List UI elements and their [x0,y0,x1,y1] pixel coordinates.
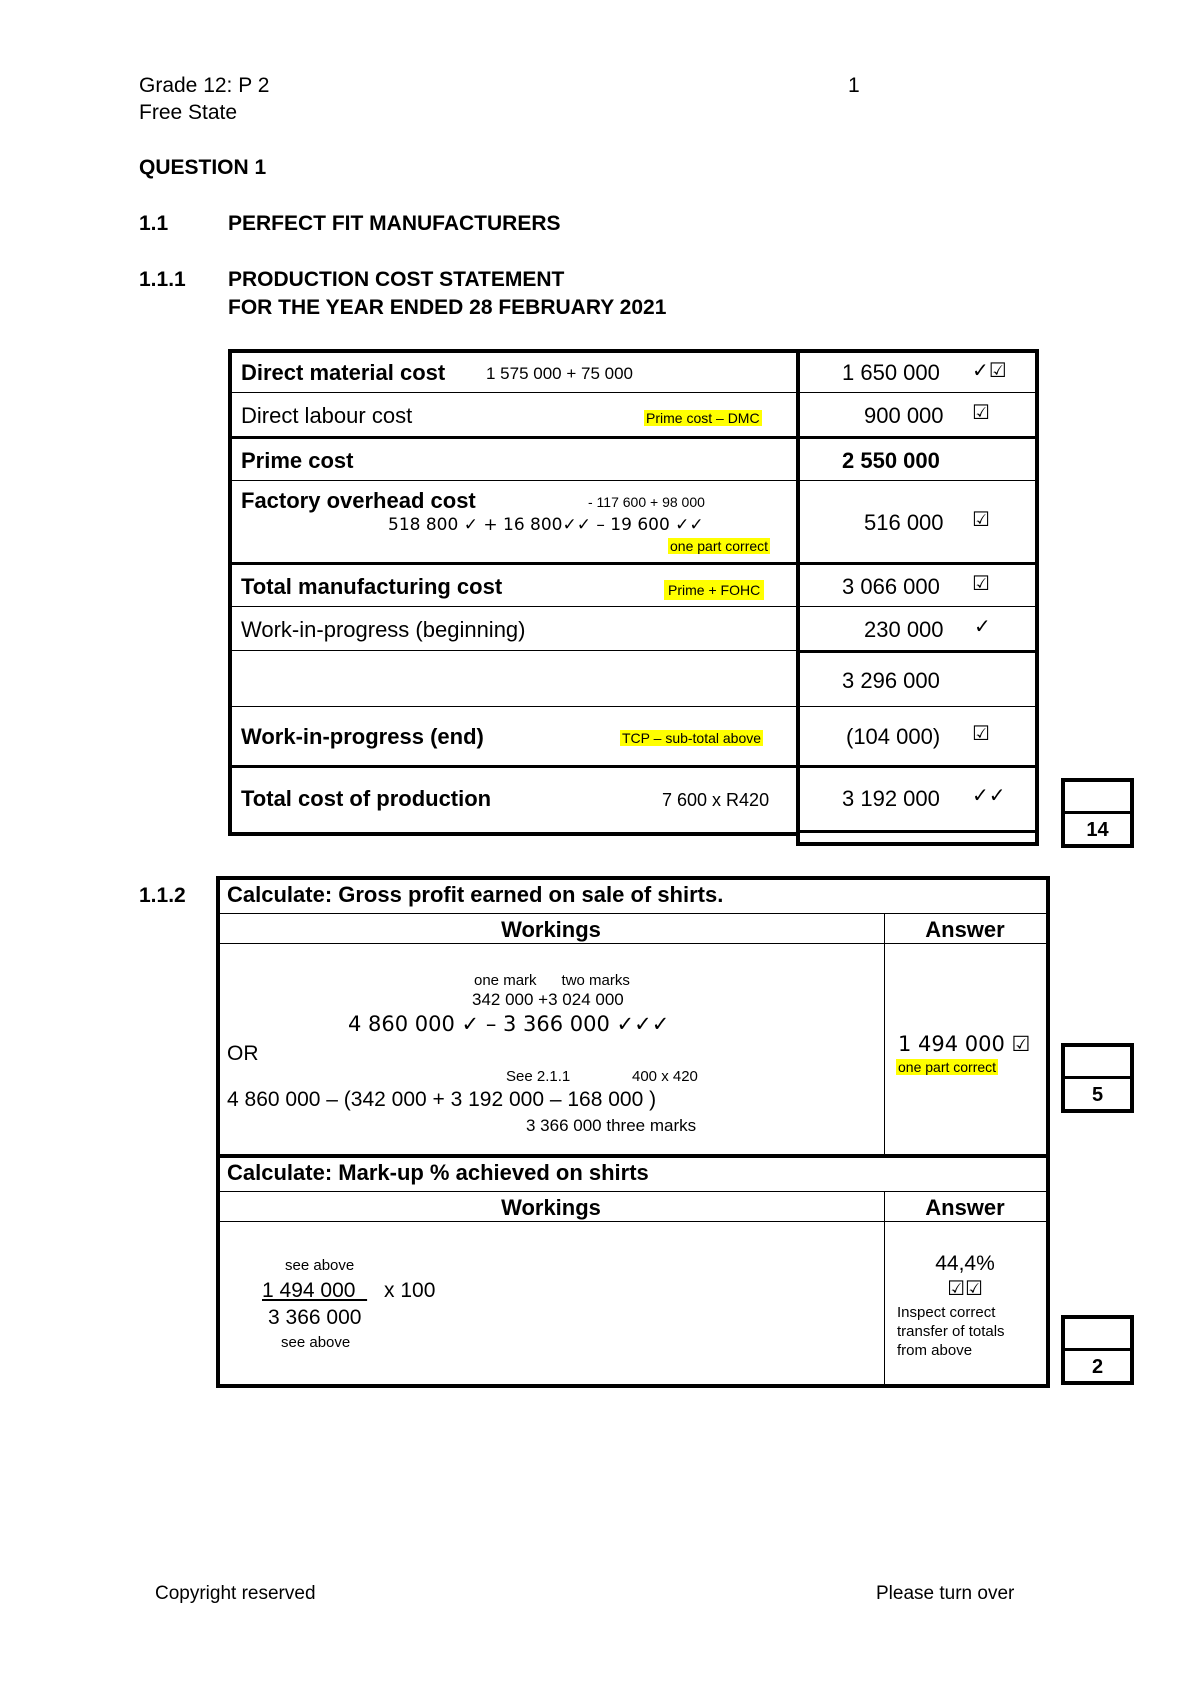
score-gross-profit: 5 [1091,1084,1104,1106]
markup-numerator: 1 494 000 [262,1279,368,1302]
row-wip-beginning-marks: ✓ [974,614,991,638]
row-factory-overhead-marks: ☑ [972,507,990,531]
row-total-cost-production-label: Total cost of production [241,786,492,811]
gross-profit-working-line4: 3 366 000 three marks [526,1116,697,1135]
gross-profit-title: Calculate: Gross profit earned on sale of shirts. [227,882,724,907]
gross-profit-see-ref: See 2.1.1 [506,1068,571,1085]
row-factory-overhead-highlight: one part correct [670,538,769,554]
row-total-cost-production-marks: ✓✓ [972,783,1006,807]
question-title: QUESTION 1 [139,156,267,179]
row-direct-material-marks: ✓☑ [972,358,1007,382]
section-1-1-1-subtitle: FOR THE YEAR ENDED 28 FEBRUARY 2021 [228,296,667,319]
section-1-1-1-number: 1.1.1 [139,268,186,291]
gross-profit-answer-header: Answer [925,917,1005,942]
section-1-1-1-title: PRODUCTION COST STATEMENT [228,268,565,291]
row-direct-labour-highlight: Prime cost – DMC [646,410,760,426]
row-wip-end-label: Work-in-progress (end) [241,724,484,749]
section-1-1-2-number: 1.1.2 [139,884,186,907]
header-grade: Grade 12: P 2 [139,74,270,97]
row-factory-overhead-note1: - 117 600 + 98 000 [588,494,705,510]
markup-workings-header: Workings [501,1195,601,1220]
row-direct-material-note: 1 575 000 + 75 000 [486,364,633,383]
score-1-1-1: 14 [1086,819,1109,841]
markup-title: Calculate: Mark-up % achieved on shirts [227,1160,649,1185]
markup-answer-marks: ☑☑ [947,1276,983,1300]
markup-note-3: from above [897,1342,973,1359]
row-wip-beginning-label: Work-in-progress (beginning) [241,617,526,642]
row-total-manufacturing-marks: ☑ [972,571,990,595]
row-total-manufacturing-highlight: Prime + FOHC [664,580,764,600]
row-factory-overhead-label: Factory overhead cost [241,488,476,513]
row-prime-cost-label: Prime cost [241,448,354,473]
row-direct-labour-amount: 900 000 [864,403,944,428]
gross-profit-answer-highlight: one part correct [898,1059,997,1075]
section-1-1-number: 1.1 [139,212,169,235]
markup-answer: 44,4% [935,1252,995,1275]
gross-profit-calc-note: 400 x 420 [632,1068,698,1085]
row-total-manufacturing-amount: 3 066 000 [842,574,940,599]
row-direct-material-label: Direct material cost [241,360,446,385]
row-wip-beginning-amount: 230 000 [864,617,944,642]
markup-times: x 100 [384,1279,436,1302]
row-factory-overhead-amount: 516 000 [864,510,944,535]
markup-note-2: transfer of totals [897,1323,1005,1340]
markup-see-above-top: see above [285,1257,355,1274]
row-prime-cost-amount: 2 550 000 [842,448,940,473]
markup-answer-header: Answer [925,1195,1005,1220]
gross-profit-workings-header: Workings [501,917,601,942]
row-total-manufacturing-label: Total manufacturing cost [241,574,503,599]
row-wip-end-highlight: TCP – sub-total above [622,730,762,746]
gross-profit-answer: 1 494 000 ☑ [898,1032,1031,1056]
footer-turn-over: Please turn over [876,1583,1015,1604]
gross-profit-working-line2: 4 860 000 ✓ – 3 366 000 ✓✓✓ [348,1012,670,1036]
row-wip-end-amount: (104 000) [846,724,941,749]
row-factory-overhead-note2: 518 800 ✓ + 16 800✓✓ – 19 600 ✓✓ [388,515,704,535]
markup-denominator: 3 366 000 [268,1306,362,1329]
gross-profit-mark-labels: one mark two marks [474,972,630,989]
footer-copyright: Copyright reserved [155,1583,316,1604]
row-direct-material-amount: 1 650 000 [842,360,940,385]
row-direct-labour-marks: ☑ [972,400,990,424]
row-total-cost-production-amount: 3 192 000 [842,786,940,811]
row-direct-labour-label: Direct labour cost [241,403,413,428]
header-province: Free State [139,101,238,124]
row-total-cost-production-note: 7 600 x R420 [662,790,770,810]
gross-profit-working-line3: 4 860 000 – (342 000 + 3 192 000 – 168 000 ) [227,1088,657,1111]
markup-see-above-bottom: see above [281,1334,351,1351]
row-wip-end-marks: ☑ [972,721,990,745]
gross-profit-working-line1: 342 000 +3 024 000 [472,990,624,1009]
section-1-1-title: PERFECT FIT MANUFACTURERS [228,212,561,235]
gross-profit-working-or: OR [227,1042,259,1065]
markup-note-1: Inspect correct [897,1304,996,1321]
score-markup: 2 [1091,1356,1104,1378]
header-page-number: 1 [848,74,860,97]
row-subtotal-amount: 3 296 000 [842,668,940,693]
